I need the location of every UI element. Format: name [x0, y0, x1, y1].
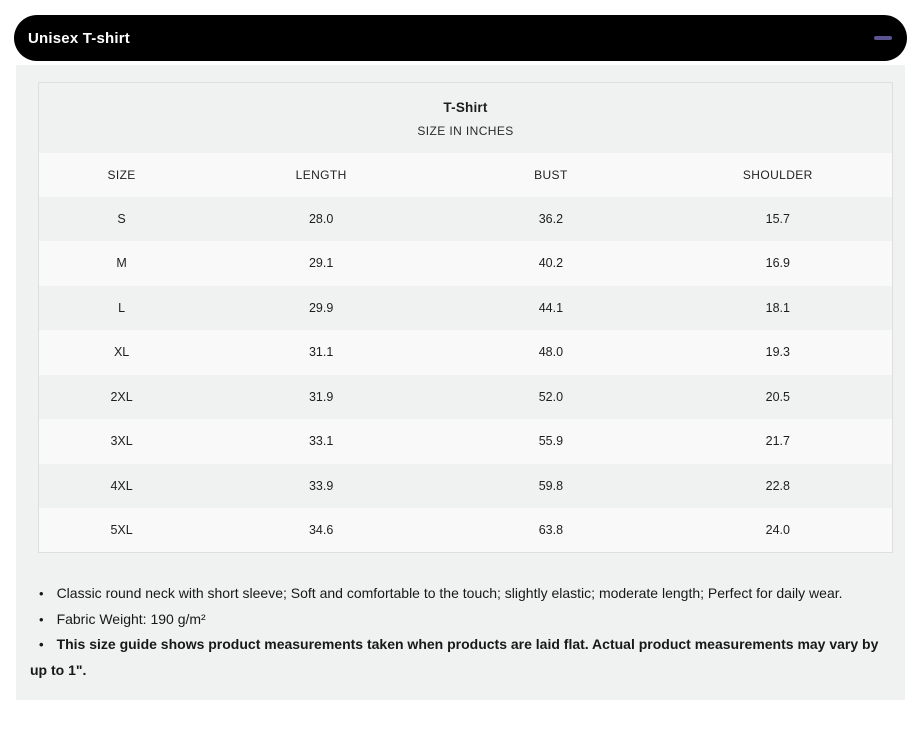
note-text: This size guide shows product measurements taken when products are laid flat. Actual product measurements may vary by up to 1".: [30, 636, 879, 679]
length-cell: 33.1: [308, 434, 334, 449]
bust-cell: 63.8: [538, 523, 564, 537]
shoulder-cell: 18.1: [765, 300, 790, 315]
note-item: [30, 607, 897, 633]
bust-cell: 48.0: [538, 345, 564, 360]
note-item: [30, 632, 897, 682]
column-header-shoulder: SHOULDER: [664, 153, 893, 197]
table-title-row: [39, 83, 893, 153]
size-cell: M: [116, 256, 127, 271]
accordion-header[interactable]: [14, 15, 907, 61]
shoulder-cell: 16.9: [765, 256, 790, 271]
table-row: [39, 464, 893, 509]
size-cell: S: [117, 211, 126, 226]
length-cell: 29.9: [308, 300, 334, 315]
shoulder-cell: 22.8: [765, 478, 790, 493]
bust-cell: 52.0: [538, 389, 564, 404]
table-row: [39, 197, 893, 242]
size-cell: 5XL: [110, 523, 133, 537]
table-row: [39, 330, 893, 375]
shoulder-cell: 15.7: [765, 211, 790, 226]
table-row: [39, 508, 893, 553]
length-cell: 31.1: [308, 345, 334, 360]
column-header-size: SIZE: [39, 153, 205, 197]
size-cell: 2XL: [110, 389, 133, 404]
shoulder-cell: 24.0: [765, 523, 790, 537]
note-text: Classic round neck with short sleeve; Soft and comfortable to the touch; slightly elastic; moderate length; Perfect for daily wear.: [56, 585, 843, 601]
length-cell: 28.0: [308, 211, 334, 226]
bust-cell: 36.2: [538, 211, 564, 226]
column-header-length: LENGTH: [204, 153, 438, 197]
product-notes: [30, 581, 897, 683]
length-cell: 29.1: [308, 256, 334, 271]
bullet-icon: •: [39, 611, 44, 627]
bust-cell: 55.9: [538, 434, 564, 449]
size-cell: 3XL: [110, 434, 133, 449]
size-cell: L: [118, 300, 126, 315]
size-cell: XL: [113, 345, 130, 360]
column-header-bust: BUST: [438, 153, 663, 197]
bullet-icon: •: [39, 586, 44, 601]
accordion-title: Unisex T-shirt: [28, 29, 130, 47]
shoulder-cell: 19.3: [765, 345, 790, 360]
bust-cell: 40.2: [538, 256, 564, 271]
collapse-minus-icon[interactable]: [874, 36, 892, 40]
table-row: [39, 286, 893, 331]
length-cell: 31.9: [308, 389, 334, 404]
size-guide-panel: [16, 65, 905, 700]
note-item: [30, 581, 897, 607]
table-row: [39, 375, 893, 420]
shoulder-cell: 20.5: [765, 389, 790, 404]
table-title: T-Shirt: [443, 99, 488, 115]
table-subtitle: SIZE IN INCHES: [417, 123, 514, 138]
note-text: Fabric Weight: 190 g/m²: [56, 610, 206, 627]
shoulder-cell: 21.7: [765, 434, 790, 449]
length-cell: 34.6: [308, 523, 334, 537]
table-header-row: [39, 153, 893, 197]
size-chart-table: [38, 82, 893, 553]
size-cell: 4XL: [110, 478, 133, 493]
table-row: [39, 419, 893, 464]
bust-cell: 44.1: [538, 300, 564, 315]
table-row: [39, 241, 893, 286]
bust-cell: 59.8: [538, 478, 564, 493]
length-cell: 33.9: [308, 478, 334, 493]
bullet-icon: •: [39, 637, 44, 653]
